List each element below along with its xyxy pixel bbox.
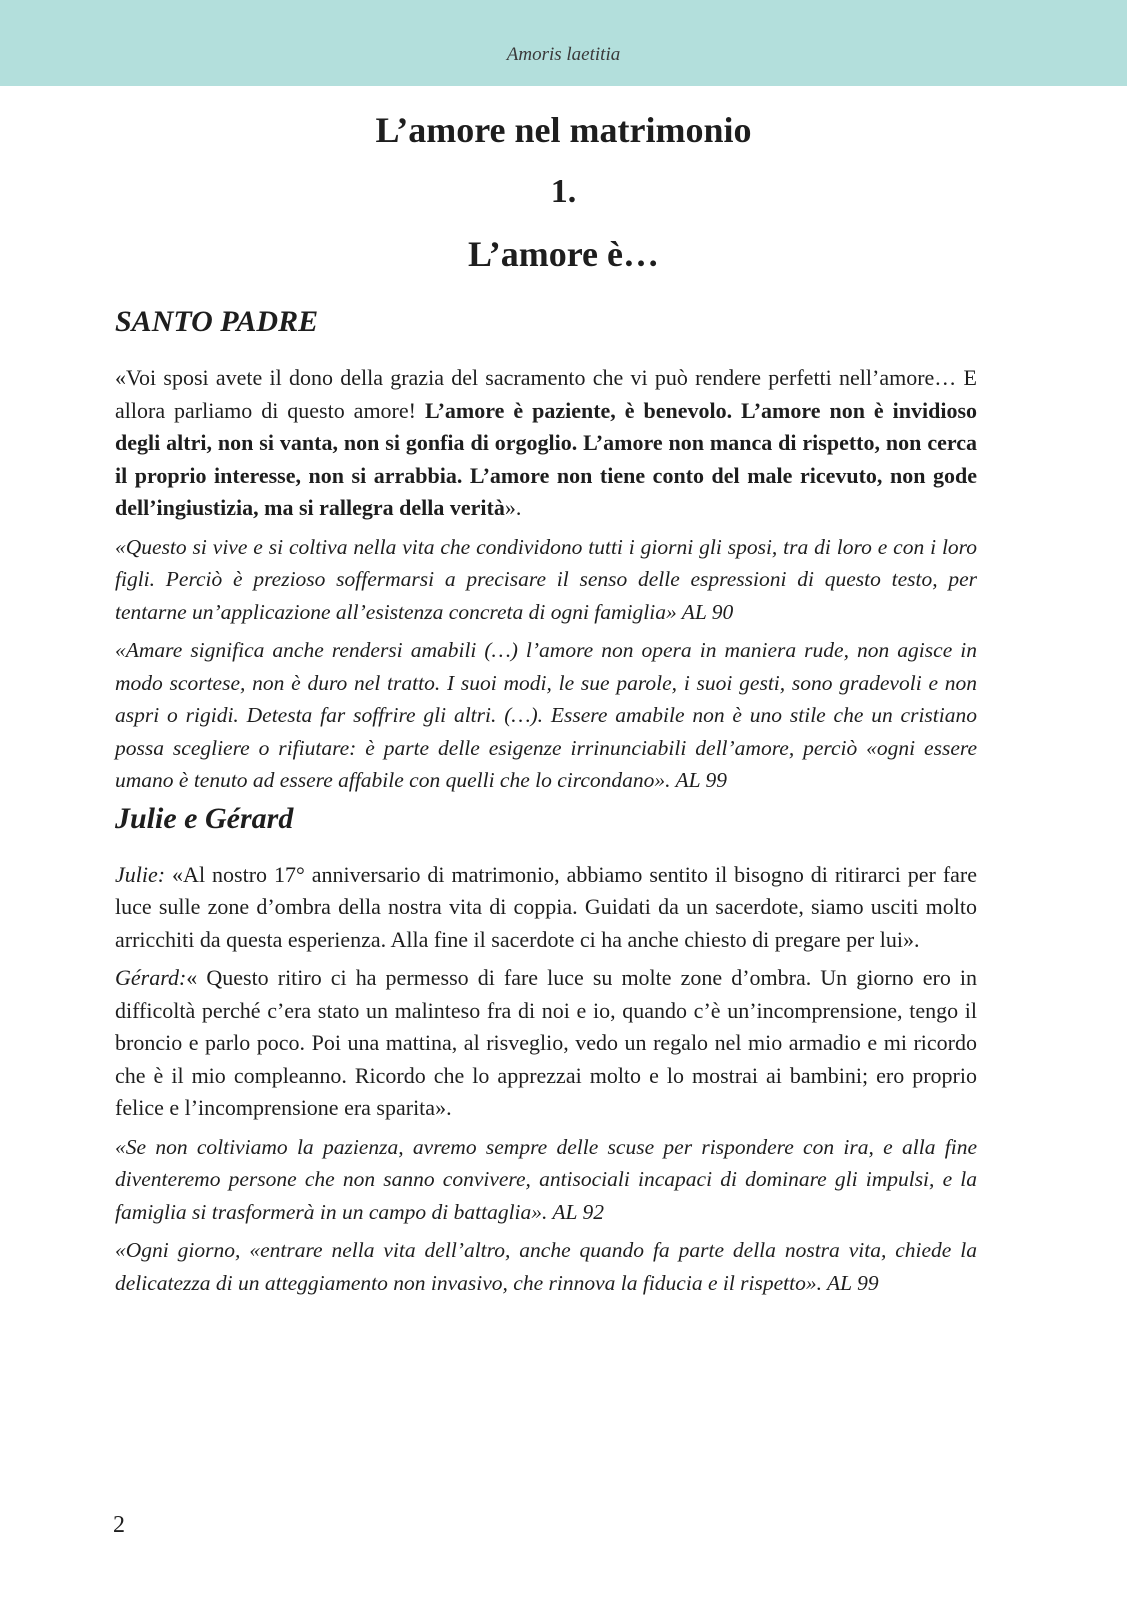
testimony-paragraph [115, 859, 977, 957]
citation-paragraph: «Ogni giorno, «entrare nella vita dell’altro, anche quando fa parte della nostra vita, chiede la delicatezza di un atteggiamento non invasivo, che rinnova la fiducia e il rispetto». AL 99 [115, 1238, 977, 1295]
testimony-text: « Questo ritiro ci ha permesso di fare luce su molte zone d’ombra. Un giorno ero in difficoltà perché c’era stato un malinteso fra di noi e io, quando c’è un’incomprensione, tengo il broncio e parlo poco. Poi una mattina, al risveglio, vedo un regalo nel mio armadio e mi ricordo che è il mio compleanno. Ricordo che lo apprezzai molto e lo mostrai ai bambini; ero proprio felice e l’incomprensione era sparita». [115, 965, 977, 1120]
testimony-paragraph [115, 962, 977, 1125]
chapter-subtitle: L’amore è… [468, 234, 659, 274]
running-title: Amoris laetitia [506, 44, 621, 65]
page-number: 2 [113, 1512, 125, 1538]
page-content [115, 300, 977, 1299]
speaker-name: Gérard: [115, 965, 187, 990]
citation-paragraph: «Se non coltiviamo la pazienza, avremo sempre delle scuse per rispondere con ira, e alla fine diventeremo persone che non sanno convivere, antisociali incapaci di dominare gli impulsi, e la famiglia si trasformerà in un campo di battaglia». AL 92 [115, 1134, 977, 1224]
quote-close: ». [504, 495, 522, 520]
chapter-title: L’amore nel matrimonio [375, 110, 752, 150]
section-heading-santo-padre: SANTO PADRE [115, 305, 319, 338]
speaker-name: Julie: [115, 861, 166, 887]
testimony-text: «Al nostro 17° anniversario di matrimonio, abbiamo sentito il bisogno di ritirarci per fare luce sulle zone d’ombra della nostra vita di coppia. Guidati da un sacerdote, siamo usciti molto arricchiti da questa esperienza. Alla fine il sacerdote ci ha anche chiesto di pregare per lui». [115, 861, 977, 952]
citation-paragraph: «Questo si vive e si coltiva nella vita che condividono tutti i giorni gli sposi, tra di loro e con i loro figli. Perciò è prezioso soffermarsi a precisare il senso delle espressioni di questo testo, per tentarne un’applicazione all’esistenza concreta di ogni famiglia» AL 90 [115, 534, 977, 624]
section-heading-julie-gerard: Julie e Gérard [115, 801, 294, 835]
title-block [0, 108, 1127, 276]
header-band [0, 0, 1127, 86]
quote-bold: L’amore è paziente, è benevolo. L’amore non è invidioso degli altri, non si vanta, non si gonfia di orgoglio. L’amore non manca di rispetto, non cerca il proprio interesse, non si arrabbia. L’amore non tiene conto del male ricevuto, non gode dell’ingiustizia, ma si rallegra della verità [115, 397, 978, 520]
quote-intro: «Voi sposi avete il dono della grazia del sacramento che vi può rendere perfetti nell’amore… E allora parliamo di questo amore! [115, 365, 977, 423]
quote-paragraph [115, 362, 977, 525]
citation-paragraph: «Amare significa anche rendersi amabili (…) l’amore non opera in maniera rude, non agisce in modo scortese, non è duro nel tratto. I suoi modi, le sue parole, i suoi gesti, sono gradevoli e non aspri o rigidi. Detesta far soffrire gli altri. (…). Essere amabile non è uno stile che un cristiano possa scegliere o rifiutare: è parte delle esigenze irrinunciabili dell’amore, perciò «ogni essere umano è tenuto ad essere affabile con quelli che lo circondano». AL 99 [115, 638, 977, 792]
chapter-number: 1. [550, 173, 577, 210]
